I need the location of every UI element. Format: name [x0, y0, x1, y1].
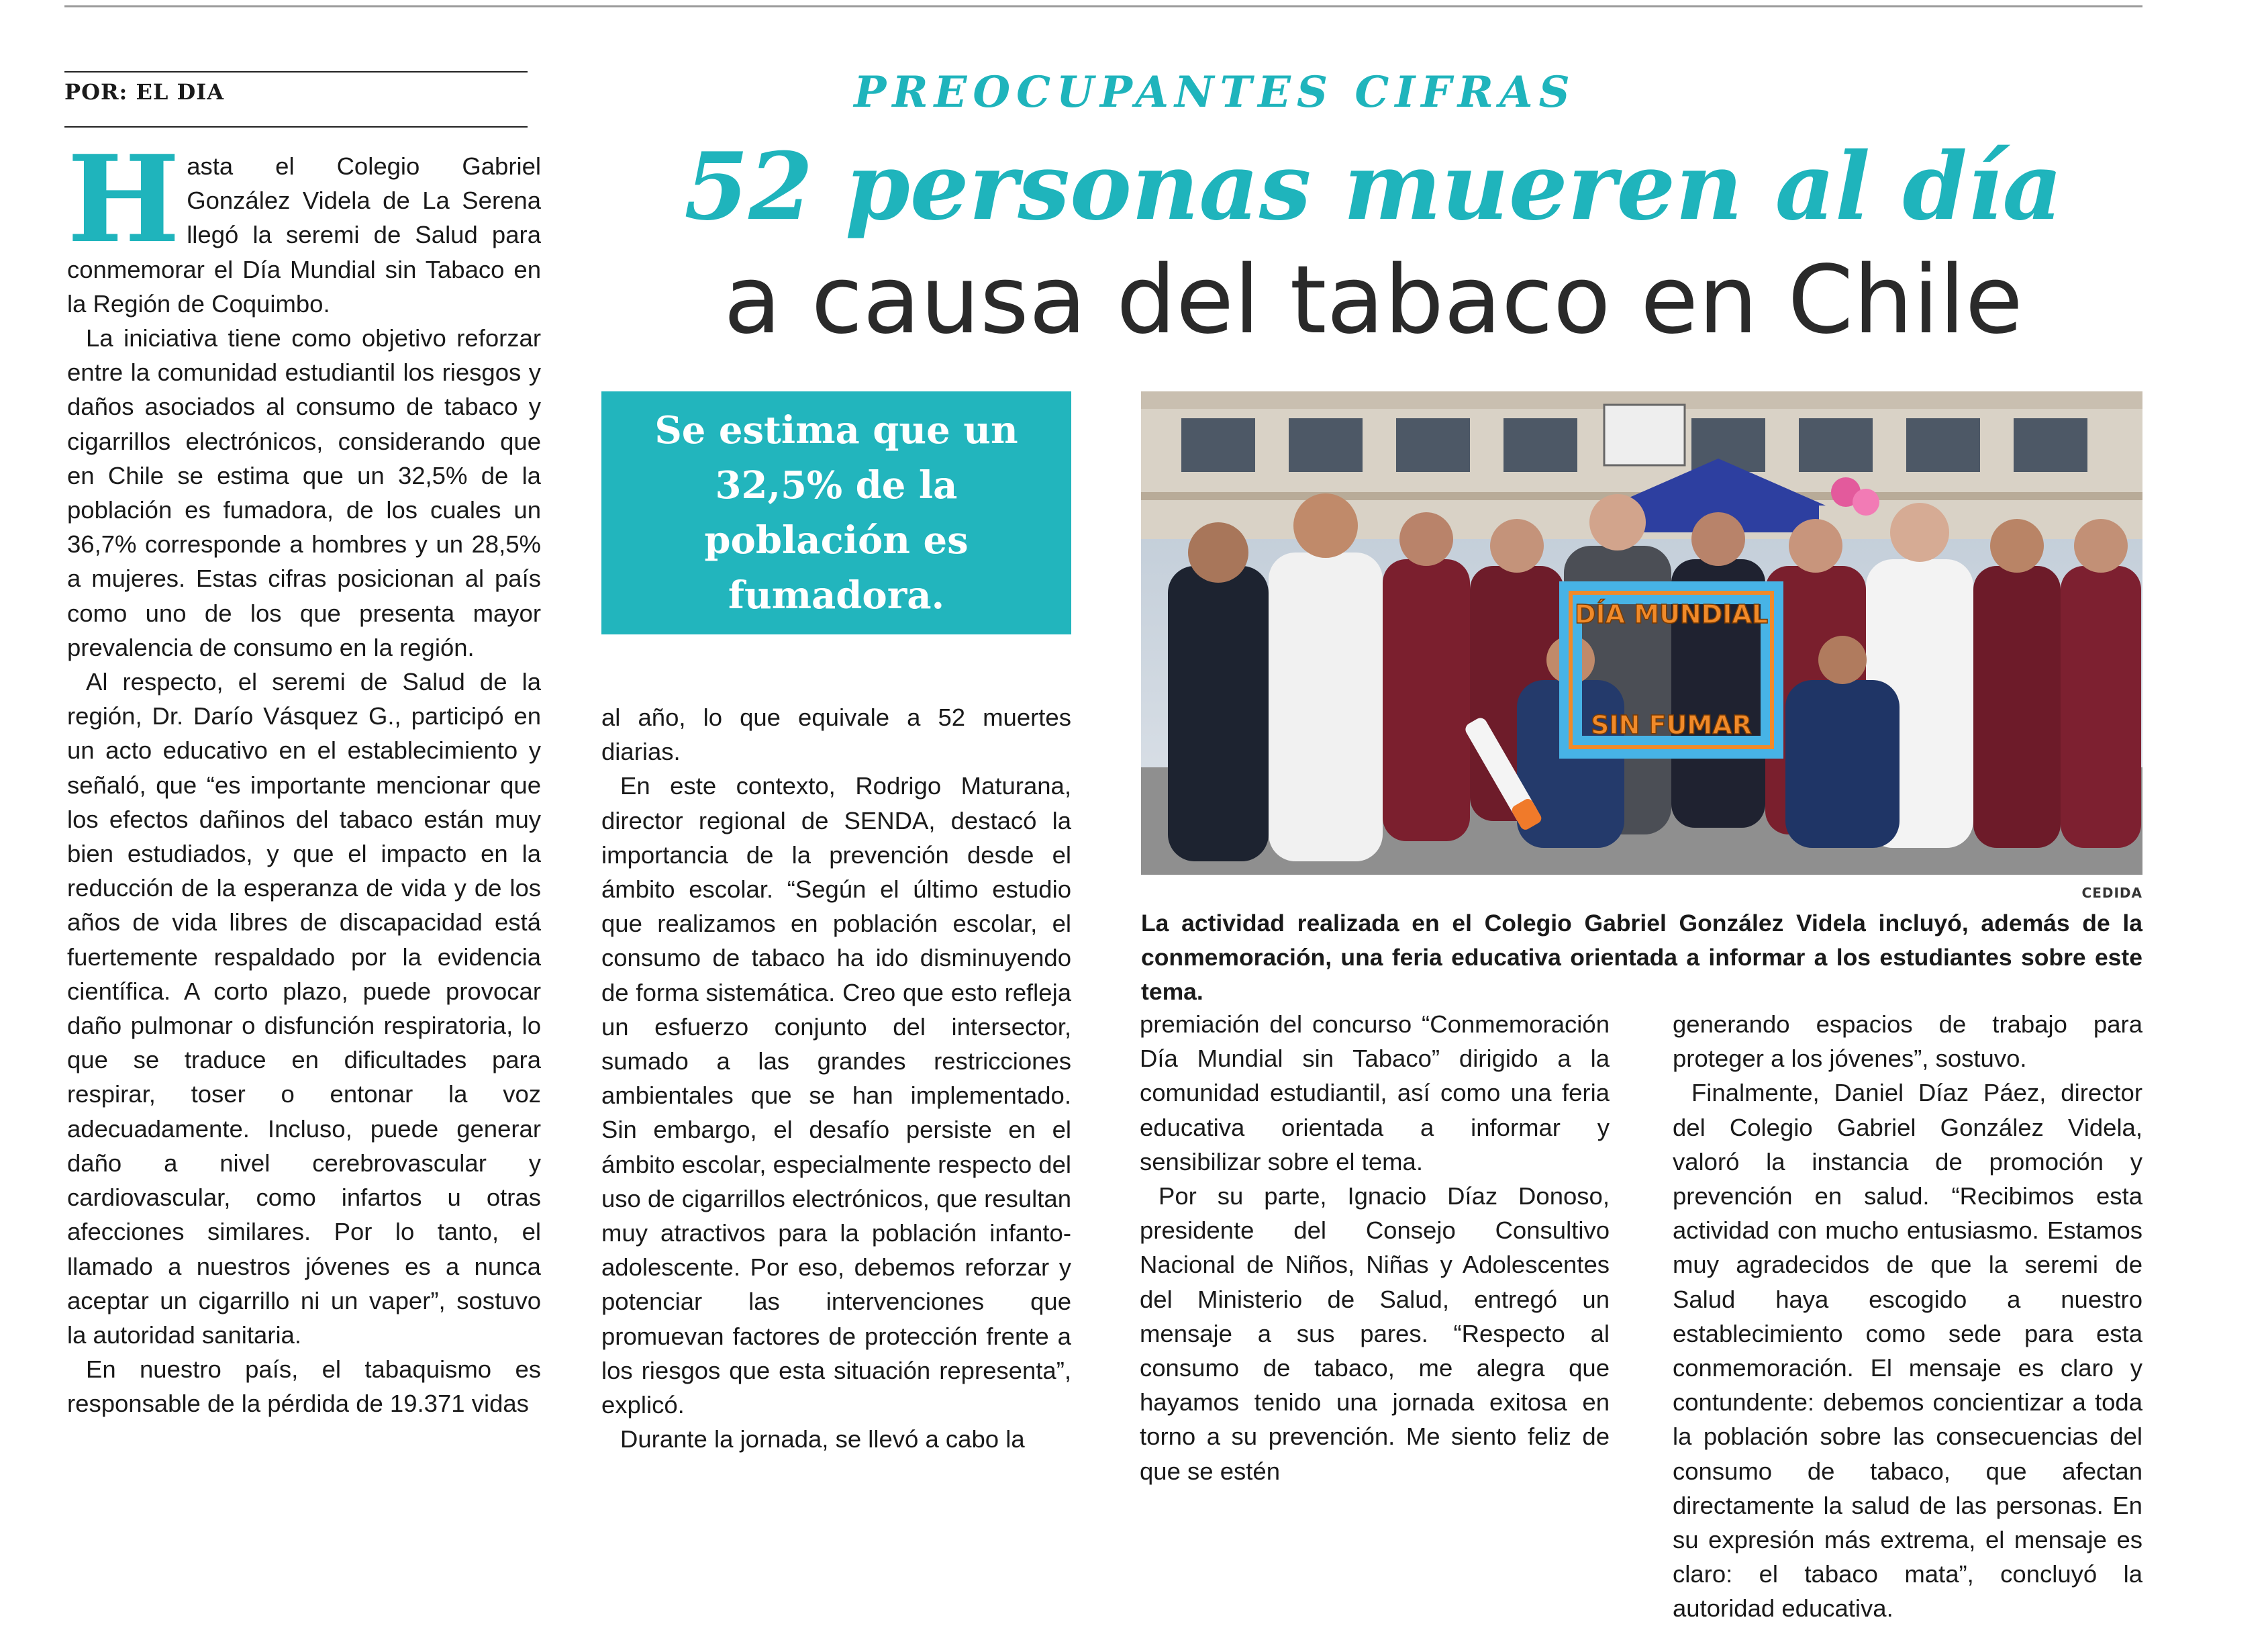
headline-line-2: a causa del tabaco en Chile [724, 246, 2023, 355]
article-column-2 [601, 700, 1071, 1456]
photo-credit: CEDIDA [2081, 885, 2142, 901]
article-photo [1141, 391, 2142, 875]
headline-line-1: 52 personas mueren al día [684, 132, 2063, 241]
byline: POR: EL DIA [64, 79, 225, 105]
paragraph-text: asta el Colegio Gabriel González Videla de La Serena llegó la seremi de Salud para conmemorar el Día Mundial sin Tabaco en la Región de Coquimbo. [67, 152, 541, 318]
paragraph: Por su parte, Ignacio Díaz Donoso, presidente del Consejo Consultivo Nacional de Niños, Niñas y Adolescentes del Ministerio de Salud, entregó un mensaje a sus pares. “Respecto al consumo de tabaco, me alegra que hayamos tenido una jornada exitosa en torno a su prevención. Me siento feliz de que se estén [1140, 1182, 1610, 1485]
kicker: PREOCUPANTES CIFRAS [854, 67, 1576, 117]
top-rule [64, 5, 2142, 7]
paragraph [67, 129, 541, 321]
photo-caption: La actividad realizada en el Colegio Gabriel González Videla incluyó, además de la conmemoración, una feria educativa orientada a informar a los estudiantes sobre este tema. [1141, 910, 2142, 1005]
paragraph: premiación del concurso “Conmemoración Día Mundial sin Tabaco” dirigido a la comunidad estudiantil, así como una feria educativa orientada a informar y sensibilizar sobre el tema. [1140, 1010, 1610, 1176]
paragraph: Al respecto, el seremi de Salud de la región, Dr. Darío Vásquez G., participó en un acto educativo en el establecimiento y señaló, que “es importante mencionar que los efectos dañinos del tabaco están muy bien estudiados, y que el impacto en la reducción de la esperanza de vida y de los años de vida libres de discapacidad está fuertemente respaldado por la evidencia científica. A corto plazo, puede provocar daño pulmonar o disfunción respiratoria, lo que se traduce en dificultades para respirar, toser o entonar la voz adecuadamente. Incluso, puede generar daño a nivel cerebrovascular y cardiovascular, como infartos u otras afecciones similares. Por lo tanto, el llamado a nuestros jóvenes es a nunca aceptar un cigarrillo ni un vaper”, sostuvo la autoridad sanitaria. [67, 668, 541, 1349]
paragraph: En este contexto, Rodrigo Maturana, director regional de SENDA, destacó la importancia de la prevención desde el ámbito escolar. “Según el último estudio que realizamos en población escolar, el consumo de tabaco ha ido disminuyendo de forma sistemática. Creo que esto refleja un esfuerzo conjunto del intersector, sumado a las grandes restricciones ambientales que se han implementado. Sin embargo, el desafío persiste en el ámbito escolar, especialmente respecto del uso de cigarrillos electrónicos, que resultan muy atractivos para la población infanto-adolescente. Por eso, debemos reforzar y potenciar las intervenciones que promuevan factores de protección frente a los riesgos que esta situación representa”, explicó. [601, 772, 1071, 1419]
pull-quote-text: Se estima que un 32,5% de la población es fumadora. [654, 408, 1018, 618]
photo-sign-line-1: DÍA MUNDIAL [1574, 600, 1769, 629]
article-column-1 [67, 129, 541, 1421]
paragraph: al año, lo que equivale a 52 muertes diarias. [601, 704, 1071, 766]
byline-rule-top [64, 71, 528, 73]
pull-quote-box [601, 391, 1071, 634]
paragraph: La iniciativa tiene como objetivo reforzar entre la comunidad estudiantil los riesgos y daños asociados al consumo de tabaco y cigarrillos electrónicos, considerando que en Chile se estima que un 32,5% de la población es fumadora, de los cuales un 36,7% corresponde a hombres y un 28,5% a mujeres. Estas cifras posicionan al país como uno de los que presenta mayor prevalencia de consumo en la región. [67, 324, 541, 661]
paragraph: En nuestro país, el tabaquismo es responsable de la pérdida de 19.371 vidas [67, 1355, 541, 1418]
paragraph: Finalmente, Daniel Díaz Páez, director del Colegio Gabriel González Videla, valoró la instancia de promoción y prevención en salud. “Recibimos esta actividad con mucho entusiasmo. Estamos muy agradecidos de que la seremi de Salud haya escogido a nuestro establecimiento como sede para esta conmemoración. El mensaje es claro y contundente: debemos concientizar a toda la población sobre las consecuencias del consumo de tabaco, que afectan directamente la salud de las personas. En su expresión más extrema, el mensaje es claro: el tabaco mata”, concluyó la autoridad educativa. [1673, 1079, 2142, 1623]
dropcap: H [67, 129, 181, 269]
paragraph: generando espacios de trabajo para proteger a los jóvenes”, sostuvo. [1673, 1010, 2142, 1073]
photo-sign-line-2: SIN FUMAR [1591, 710, 1752, 740]
paragraph: Durante la jornada, se llevó a cabo la [620, 1425, 1025, 1453]
article-column-4 [1673, 1007, 2142, 1626]
byline-rule-bottom [64, 126, 528, 128]
article-column-3 [1140, 1007, 1610, 1488]
